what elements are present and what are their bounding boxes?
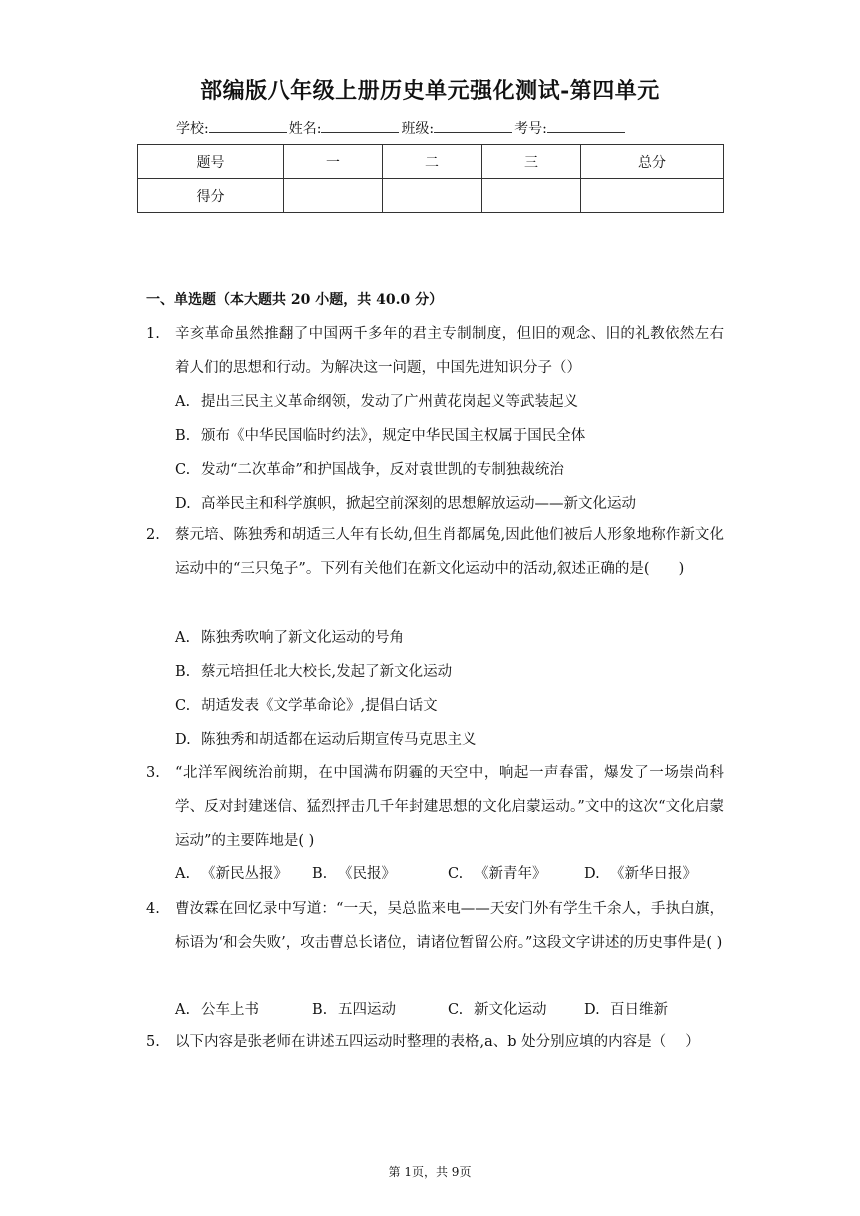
- name-label: 姓名:: [288, 121, 322, 137]
- question-stem: 蔡元培、陈独秀和胡适三人年有长幼,但生肖都属兔,因此他们被后人形象地称作新文化运动中的“三只兔子”。下列有关他们在新文化运动中的活动,叙述正确的是( ): [175, 527, 724, 577]
- question-stem: 辛亥革命虽然推翻了中国两千多年的君主专制制度，但旧的观念、旧的礼教依然左右着人们的思想和行动。为解决这一问题，中国先进知识分子（）: [175, 326, 724, 376]
- question-5: [146, 1025, 724, 1059]
- option-c[interactable]: C. 新文化运动: [448, 1002, 547, 1018]
- question-2: [146, 518, 724, 586]
- options-row: [175, 857, 723, 891]
- exam-no-label: 考号:: [514, 121, 547, 137]
- score-header-cell: 总分: [581, 145, 724, 179]
- option-b[interactable]: B. 蔡元培担任北大校长,发起了新文化运动: [175, 664, 453, 680]
- option-c[interactable]: C. 发动“二次革命”和护国战争，反对袁世凯的专制独裁统治: [175, 462, 564, 478]
- question-1: [146, 317, 724, 385]
- options-row: [175, 993, 723, 1027]
- score-cell[interactable]: [383, 179, 482, 213]
- question-number: 3.: [146, 765, 160, 781]
- class-blank[interactable]: [434, 120, 512, 133]
- score-table-header-row: [138, 145, 724, 179]
- option-b[interactable]: B. 《民报》: [312, 866, 396, 882]
- score-cell[interactable]: [581, 179, 724, 213]
- page-title: 部编版八年级上册历史单元强化测试-第四单元: [200, 78, 660, 104]
- option-a[interactable]: A. 公车上书: [175, 1002, 259, 1018]
- option-a[interactable]: A. 陈独秀吹响了新文化运动的号角: [175, 630, 404, 646]
- option-c[interactable]: C. 《新青年》: [448, 866, 547, 882]
- question-number: 4.: [146, 901, 160, 917]
- score-header-cell: 题号: [138, 145, 284, 179]
- question-number: 2.: [146, 527, 160, 543]
- class-label: 班级:: [401, 121, 435, 137]
- score-cell[interactable]: [482, 179, 581, 213]
- option-c[interactable]: C. 胡适发表《文学革命论》,提倡白话文: [175, 698, 438, 714]
- option-b[interactable]: B. 五四运动: [312, 1002, 396, 1018]
- score-header-cell: 二: [383, 145, 482, 179]
- option-d[interactable]: D. 百日维新: [584, 1002, 668, 1018]
- school-label: 学校:: [176, 121, 209, 137]
- option-d[interactable]: D. 高举民主和科学旗帜，掀起空前深刻的思想解放运动——新文化运动: [175, 496, 636, 512]
- question-stem: 曹汝霖在回忆录中写道：“一天，吴总监来电——天安门外有学生千余人，手执白旗，标语为‘和会失败’，攻击曹总长诸位，请诸位暂留公府。”这段文字讲述的历史事件是( ): [175, 901, 724, 951]
- option-a[interactable]: A. 提出三民主义革命纲领，发动了广州黄花岗起义等武装起义: [175, 394, 578, 410]
- question-4: [146, 892, 724, 960]
- question-number: 5.: [146, 1034, 160, 1050]
- school-blank[interactable]: [209, 120, 287, 133]
- option-b[interactable]: B. 颁布《中华民国临时约法》，规定中华民国主权属于国民全体: [175, 428, 586, 444]
- question-3: [146, 756, 724, 858]
- student-info-line: [176, 118, 627, 138]
- score-row-label: 得分: [138, 179, 284, 213]
- exam-no-blank[interactable]: [547, 120, 625, 133]
- score-table: [137, 144, 724, 213]
- option-d[interactable]: D. 《新华日报》: [584, 866, 697, 882]
- score-cell[interactable]: [284, 179, 383, 213]
- option-a[interactable]: A. 《新民丛报》: [175, 866, 288, 882]
- score-header-cell: 一: [284, 145, 383, 179]
- page-footer: 第 1页，共 9页: [388, 1165, 472, 1179]
- question-number: 1.: [146, 326, 160, 342]
- score-header-cell: 三: [482, 145, 581, 179]
- name-blank[interactable]: [321, 120, 399, 133]
- question-stem: “北洋军阀统治前期，在中国满布阴霾的天空中，响起一声春雷，爆发了一场崇尚科学、反对封建迷信、猛烈抨击几千年封建思想的文化启蒙运动。”文中的这次“文化启蒙运动”的主要阵地是( ): [175, 765, 724, 849]
- option-d[interactable]: D. 陈独秀和胡适都在运动后期宣传马克思主义: [175, 732, 477, 748]
- section-heading: 一、单选题（本大题共 20 小题，共 40.0 分）: [146, 292, 444, 308]
- score-table-score-row: [138, 179, 724, 213]
- question-stem: 以下内容是张老师在讲述五四运动时整理的表格,a、b 处分别应填的内容是（ ）: [175, 1034, 700, 1050]
